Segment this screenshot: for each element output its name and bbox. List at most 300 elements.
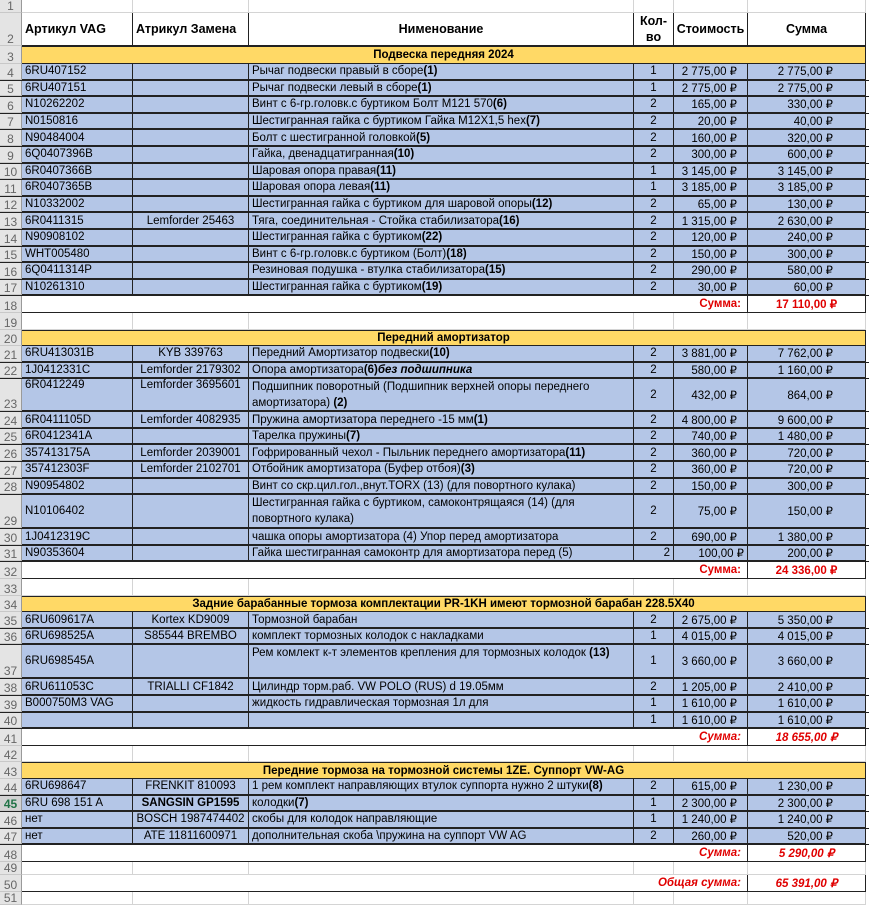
article-replacement-cell[interactable]: Lemforder 25463 (133, 213, 249, 229)
article-vag-cell[interactable]: 6R0407366B (22, 164, 133, 180)
article-vag-cell[interactable]: 6RU 698 151 A (22, 796, 133, 812)
quantity-cell[interactable]: 2 (634, 779, 674, 795)
article-replacement-cell[interactable] (133, 164, 249, 180)
quantity-cell[interactable]: 2 (634, 379, 674, 411)
line-sum-cell[interactable]: 130,00 ₽ (748, 197, 866, 213)
unit-price-cell[interactable]: 2 675,00 ₽ (674, 612, 748, 628)
unit-price-cell[interactable]: 1 205,00 ₽ (674, 679, 748, 695)
quantity-cell[interactable]: 1 (634, 713, 674, 729)
row-header[interactable]: 10 (0, 164, 22, 180)
article-vag-cell[interactable]: 6RU407151 (22, 81, 133, 97)
quantity-cell[interactable]: 2 (634, 280, 674, 296)
unit-price-cell[interactable]: 690,00 ₽ (674, 529, 748, 545)
unit-price-cell[interactable]: 65,00 ₽ (674, 197, 748, 213)
line-sum-cell[interactable]: 320,00 ₽ (748, 130, 866, 146)
line-sum-cell[interactable]: 1 160,00 ₽ (748, 363, 866, 379)
article-replacement-cell[interactable]: KYB 339763 (133, 346, 249, 362)
article-replacement-cell[interactable] (133, 645, 249, 678)
description-cell[interactable] (249, 679, 634, 695)
line-sum-cell[interactable]: 9 600,00 ₽ (748, 412, 866, 428)
article-replacement-cell[interactable] (133, 263, 249, 279)
quantity-cell[interactable]: 1 (634, 812, 674, 828)
article-vag-cell[interactable]: 6R0407365B (22, 180, 133, 196)
cell[interactable] (634, 313, 674, 330)
article-replacement-cell[interactable] (133, 230, 249, 246)
description-cell[interactable] (249, 696, 634, 712)
description-cell[interactable] (249, 64, 634, 80)
row-header[interactable]: 49 (0, 862, 22, 875)
article-replacement-cell[interactable] (133, 97, 249, 113)
cell[interactable] (249, 746, 634, 763)
line-sum-cell[interactable]: 240,00 ₽ (748, 230, 866, 246)
article-vag-cell[interactable]: N90353604 (22, 546, 133, 562)
row-header[interactable]: 51 (0, 892, 22, 905)
row-header[interactable]: 45 (0, 796, 22, 812)
article-vag-cell[interactable]: N10332002 (22, 197, 133, 213)
row-header[interactable]: 9 (0, 147, 22, 163)
row-header[interactable]: 32 (0, 562, 22, 579)
line-sum-cell[interactable]: 1 610,00 ₽ (748, 713, 866, 729)
line-sum-cell[interactable]: 2 775,00 ₽ (748, 81, 866, 97)
cell[interactable] (674, 0, 748, 13)
line-sum-cell[interactable]: 3 145,00 ₽ (748, 164, 866, 180)
article-replacement-cell[interactable] (133, 529, 249, 545)
article-vag-cell[interactable]: 357412303F (22, 462, 133, 478)
row-header[interactable]: 8 (0, 130, 22, 146)
article-replacement-cell[interactable] (133, 147, 249, 163)
quantity-cell[interactable]: 1 (634, 180, 674, 196)
cell[interactable] (674, 892, 748, 905)
unit-price-cell[interactable]: 615,00 ₽ (674, 779, 748, 795)
article-replacement-cell[interactable]: S85544 BREMBO (133, 629, 249, 645)
unit-price-cell[interactable]: 432,00 ₽ (674, 379, 748, 411)
unit-price-cell[interactable]: 1 610,00 ₽ (674, 696, 748, 712)
quantity-cell[interactable]: 2 (634, 247, 674, 263)
row-header[interactable]: 41 (0, 729, 22, 746)
line-sum-cell[interactable]: 330,00 ₽ (748, 97, 866, 113)
description-cell[interactable] (249, 645, 634, 678)
article-replacement-cell[interactable] (133, 479, 249, 495)
line-sum-cell[interactable]: 720,00 ₽ (748, 462, 866, 478)
line-sum-cell[interactable]: 580,00 ₽ (748, 263, 866, 279)
description-cell[interactable] (249, 81, 634, 97)
unit-price-cell[interactable]: 4 015,00 ₽ (674, 629, 748, 645)
cell[interactable] (674, 313, 748, 330)
row-header[interactable]: 20 (0, 330, 22, 347)
cell[interactable] (133, 579, 249, 596)
description-cell[interactable] (249, 197, 634, 213)
row-header[interactable]: 37 (0, 645, 22, 678)
cell[interactable] (133, 313, 249, 330)
line-sum-cell[interactable]: 60,00 ₽ (748, 280, 866, 296)
cell[interactable] (22, 892, 133, 905)
unit-price-cell[interactable]: 20,00 ₽ (674, 114, 748, 130)
unit-price-cell[interactable]: 3 145,00 ₽ (674, 164, 748, 180)
article-vag-cell[interactable]: N0150816 (22, 114, 133, 130)
line-sum-cell[interactable]: 4 015,00 ₽ (748, 629, 866, 645)
article-replacement-cell[interactable]: Kortex KD9009 (133, 612, 249, 628)
line-sum-cell[interactable]: 3 660,00 ₽ (748, 645, 866, 678)
article-vag-cell[interactable]: 6RU611053C (22, 679, 133, 695)
article-vag-cell[interactable]: N90908102 (22, 230, 133, 246)
row-header[interactable]: 31 (0, 546, 22, 562)
article-vag-cell[interactable]: 6RU698545A (22, 645, 133, 678)
quantity-cell[interactable]: 2 (634, 197, 674, 213)
row-header[interactable]: 27 (0, 462, 22, 478)
cell[interactable] (22, 862, 133, 875)
row-header[interactable]: 46 (0, 812, 22, 828)
unit-price-cell[interactable]: 3 185,00 ₽ (674, 180, 748, 196)
row-header[interactable]: 28 (0, 479, 22, 495)
article-replacement-cell[interactable] (133, 130, 249, 146)
article-replacement-cell[interactable] (133, 64, 249, 80)
row-header[interactable]: 34 (0, 596, 22, 613)
cell[interactable] (249, 313, 634, 330)
article-replacement-cell[interactable]: Lemforder 2102701 (133, 462, 249, 478)
column-header-col_f[interactable]: Сумма (748, 13, 866, 46)
quantity-cell[interactable]: 2 (634, 363, 674, 379)
article-vag-cell[interactable]: 6R0412341A (22, 429, 133, 445)
unit-price-cell[interactable]: 2 775,00 ₽ (674, 64, 748, 80)
unit-price-cell[interactable]: 3 881,00 ₽ (674, 346, 748, 362)
article-replacement-cell[interactable]: Lemforder 2179302 (133, 363, 249, 379)
line-sum-cell[interactable]: 720,00 ₽ (748, 445, 866, 461)
column-header-col_a[interactable]: Артикул VAG (22, 13, 133, 46)
article-replacement-cell[interactable] (133, 81, 249, 97)
line-sum-cell[interactable]: 150,00 ₽ (748, 495, 866, 528)
row-header[interactable]: 29 (0, 495, 22, 528)
unit-price-cell[interactable]: 580,00 ₽ (674, 363, 748, 379)
unit-price-cell[interactable]: 4 800,00 ₽ (674, 412, 748, 428)
cell[interactable] (748, 862, 866, 875)
article-replacement-cell[interactable] (133, 280, 249, 296)
description-cell[interactable] (249, 130, 634, 146)
cell[interactable] (748, 313, 866, 330)
cell[interactable] (674, 862, 748, 875)
quantity-cell[interactable]: 1 (634, 796, 674, 812)
unit-price-cell[interactable]: 1 315,00 ₽ (674, 213, 748, 229)
cell[interactable] (748, 0, 866, 13)
article-vag-cell[interactable]: WHT005480 (22, 247, 133, 263)
line-sum-cell[interactable]: 1 380,00 ₽ (748, 529, 866, 545)
line-sum-cell[interactable]: 5 350,00 ₽ (748, 612, 866, 628)
line-sum-cell[interactable]: 600,00 ₽ (748, 147, 866, 163)
article-vag-cell[interactable]: 1J0412331C (22, 363, 133, 379)
description-cell[interactable] (249, 546, 634, 562)
unit-price-cell[interactable]: 1 240,00 ₽ (674, 812, 748, 828)
article-replacement-cell[interactable]: ATE 11811600971 (133, 829, 249, 845)
article-replacement-cell[interactable]: BOSCH 1987474402 (133, 812, 249, 828)
row-header[interactable]: 39 (0, 696, 22, 712)
cell[interactable] (249, 0, 634, 13)
description-cell[interactable] (249, 479, 634, 495)
unit-price-cell[interactable]: 360,00 ₽ (674, 462, 748, 478)
description-cell[interactable] (249, 529, 634, 545)
article-vag-cell[interactable]: N90954802 (22, 479, 133, 495)
cell[interactable] (133, 892, 249, 905)
article-vag-cell[interactable]: 6R0412249 (22, 379, 133, 411)
cell[interactable] (748, 892, 866, 905)
description-cell[interactable] (249, 445, 634, 461)
quantity-cell[interactable]: 2 (634, 97, 674, 113)
article-replacement-cell[interactable] (133, 696, 249, 712)
row-header[interactable]: 18 (0, 296, 22, 313)
row-header[interactable]: 11 (0, 180, 22, 196)
row-header[interactable]: 36 (0, 629, 22, 645)
article-replacement-cell[interactable] (133, 495, 249, 528)
quantity-cell[interactable]: 2 (634, 429, 674, 445)
unit-price-cell[interactable]: 360,00 ₽ (674, 445, 748, 461)
article-vag-cell[interactable] (22, 713, 133, 729)
quantity-cell[interactable]: 2 (634, 679, 674, 695)
column-header-col_b[interactable]: Атрикул Замена (133, 13, 249, 46)
row-header[interactable]: 44 (0, 779, 22, 795)
article-replacement-cell[interactable]: SANGSIN GP1595 (133, 796, 249, 812)
article-replacement-cell[interactable] (133, 713, 249, 729)
unit-price-cell[interactable]: 2 300,00 ₽ (674, 796, 748, 812)
row-header[interactable]: 22 (0, 363, 22, 379)
line-sum-cell[interactable]: 1 610,00 ₽ (748, 696, 866, 712)
article-vag-cell[interactable]: 6RU407152 (22, 64, 133, 80)
cell[interactable] (249, 579, 634, 596)
quantity-cell[interactable]: 2 (634, 529, 674, 545)
cell[interactable] (249, 892, 634, 905)
row-header[interactable]: 42 (0, 746, 22, 763)
article-vag-cell[interactable]: 357413175A (22, 445, 133, 461)
article-replacement-cell[interactable] (133, 114, 249, 130)
row-header[interactable]: 1 (0, 0, 22, 13)
line-sum-cell[interactable]: 2 630,00 ₽ (748, 213, 866, 229)
quantity-cell[interactable]: 2 (634, 546, 674, 562)
quantity-cell[interactable]: 1 (634, 696, 674, 712)
row-header[interactable]: 2 (0, 13, 22, 46)
row-header[interactable]: 30 (0, 529, 22, 545)
quantity-cell[interactable]: 2 (634, 612, 674, 628)
cell[interactable] (22, 0, 133, 13)
description-cell[interactable] (249, 346, 634, 362)
row-header[interactable]: 15 (0, 247, 22, 263)
description-cell[interactable] (249, 629, 634, 645)
description-cell[interactable] (249, 829, 634, 845)
line-sum-cell[interactable]: 300,00 ₽ (748, 479, 866, 495)
unit-price-cell[interactable]: 150,00 ₽ (674, 247, 748, 263)
article-replacement-cell[interactable]: Lemforder 3695601 (133, 379, 249, 411)
line-sum-cell[interactable]: 7 762,00 ₽ (748, 346, 866, 362)
article-vag-cell[interactable]: 6RU698647 (22, 779, 133, 795)
quantity-cell[interactable]: 1 (634, 629, 674, 645)
row-header[interactable]: 48 (0, 845, 22, 862)
quantity-cell[interactable]: 1 (634, 164, 674, 180)
description-cell[interactable] (249, 379, 634, 411)
column-header-col_c[interactable]: Нименование (249, 13, 634, 46)
line-sum-cell[interactable]: 200,00 ₽ (748, 546, 866, 562)
quantity-cell[interactable]: 2 (634, 346, 674, 362)
line-sum-cell[interactable]: 1 240,00 ₽ (748, 812, 866, 828)
row-header[interactable]: 26 (0, 445, 22, 461)
unit-price-cell[interactable]: 300,00 ₽ (674, 147, 748, 163)
column-header-col_e[interactable]: Стоимость (674, 13, 748, 46)
unit-price-cell[interactable]: 160,00 ₽ (674, 130, 748, 146)
row-header[interactable]: 3 (0, 46, 22, 64)
cell[interactable] (748, 579, 866, 596)
row-header[interactable]: 17 (0, 280, 22, 296)
row-header[interactable]: 25 (0, 429, 22, 445)
quantity-cell[interactable]: 2 (634, 495, 674, 528)
row-header[interactable]: 5 (0, 81, 22, 97)
unit-price-cell[interactable]: 740,00 ₽ (674, 429, 748, 445)
article-vag-cell[interactable]: 6RU698525A (22, 629, 133, 645)
line-sum-cell[interactable]: 3 185,00 ₽ (748, 180, 866, 196)
row-header[interactable]: 50 (0, 875, 22, 892)
row-header[interactable]: 47 (0, 829, 22, 845)
row-header[interactable]: 14 (0, 230, 22, 246)
row-header[interactable]: 7 (0, 114, 22, 130)
unit-price-cell[interactable]: 290,00 ₽ (674, 263, 748, 279)
article-replacement-cell[interactable] (133, 429, 249, 445)
article-vag-cell[interactable]: 6Q0411314P (22, 263, 133, 279)
row-header[interactable]: 40 (0, 713, 22, 729)
article-vag-cell[interactable]: N10262202 (22, 97, 133, 113)
cell[interactable] (634, 746, 674, 763)
article-vag-cell[interactable]: N90484004 (22, 130, 133, 146)
description-cell[interactable] (249, 114, 634, 130)
row-header[interactable]: 21 (0, 346, 22, 362)
line-sum-cell[interactable]: 1 230,00 ₽ (748, 779, 866, 795)
cell[interactable] (674, 579, 748, 596)
article-replacement-cell[interactable] (133, 197, 249, 213)
row-header[interactable]: 23 (0, 379, 22, 411)
unit-price-cell[interactable]: 3 660,00 ₽ (674, 645, 748, 678)
quantity-cell[interactable]: 1 (634, 64, 674, 80)
article-replacement-cell[interactable]: TRIALLI CF1842 (133, 679, 249, 695)
article-vag-cell[interactable]: 6Q0407396B (22, 147, 133, 163)
row-header[interactable]: 4 (0, 64, 22, 80)
cell[interactable] (634, 0, 674, 13)
description-cell[interactable] (249, 230, 634, 246)
line-sum-cell[interactable]: 300,00 ₽ (748, 247, 866, 263)
cell[interactable] (634, 862, 674, 875)
cell[interactable] (22, 579, 133, 596)
cell[interactable] (22, 313, 133, 330)
line-sum-cell[interactable]: 2 410,00 ₽ (748, 679, 866, 695)
description-cell[interactable] (249, 363, 634, 379)
description-cell[interactable] (249, 713, 634, 729)
cell[interactable] (674, 746, 748, 763)
article-vag-cell[interactable]: 6R0411315 (22, 213, 133, 229)
unit-price-cell[interactable]: 260,00 ₽ (674, 829, 748, 845)
description-cell[interactable] (249, 263, 634, 279)
article-vag-cell[interactable]: 6RU413031B (22, 346, 133, 362)
row-header[interactable]: 13 (0, 213, 22, 229)
quantity-cell[interactable]: 2 (634, 829, 674, 845)
quantity-cell[interactable]: 2 (634, 479, 674, 495)
description-cell[interactable] (249, 412, 634, 428)
article-vag-cell[interactable]: 1J0412319C (22, 529, 133, 545)
row-header[interactable]: 19 (0, 313, 22, 330)
cell[interactable] (133, 746, 249, 763)
article-replacement-cell[interactable] (133, 180, 249, 196)
article-replacement-cell[interactable]: Lemforder 2039001 (133, 445, 249, 461)
description-cell[interactable] (249, 147, 634, 163)
article-vag-cell[interactable]: B000750M3 VAG (22, 696, 133, 712)
description-cell[interactable] (249, 247, 634, 263)
description-cell[interactable] (249, 280, 634, 296)
description-cell[interactable] (249, 612, 634, 628)
description-cell[interactable] (249, 429, 634, 445)
cell[interactable] (133, 862, 249, 875)
quantity-cell[interactable]: 2 (634, 462, 674, 478)
line-sum-cell[interactable]: 2 775,00 ₽ (748, 64, 866, 80)
row-header[interactable]: 12 (0, 197, 22, 213)
cell[interactable] (22, 746, 133, 763)
row-header[interactable]: 6 (0, 97, 22, 113)
unit-price-cell[interactable]: 120,00 ₽ (674, 230, 748, 246)
line-sum-cell[interactable]: 520,00 ₽ (748, 829, 866, 845)
unit-price-cell[interactable]: 75,00 ₽ (674, 495, 748, 528)
quantity-cell[interactable]: 2 (634, 114, 674, 130)
row-header[interactable]: 35 (0, 612, 22, 628)
row-header[interactable]: 38 (0, 679, 22, 695)
row-header[interactable]: 24 (0, 412, 22, 428)
unit-price-cell[interactable]: 2 775,00 ₽ (674, 81, 748, 97)
quantity-cell[interactable]: 2 (634, 213, 674, 229)
description-cell[interactable] (249, 495, 634, 528)
quantity-cell[interactable]: 2 (634, 263, 674, 279)
article-vag-cell[interactable]: 6RU609617A (22, 612, 133, 628)
cell[interactable] (748, 746, 866, 763)
description-cell[interactable] (249, 213, 634, 229)
description-cell[interactable] (249, 97, 634, 113)
description-cell[interactable] (249, 462, 634, 478)
description-cell[interactable] (249, 812, 634, 828)
article-vag-cell[interactable]: N10106402 (22, 495, 133, 528)
quantity-cell[interactable]: 1 (634, 645, 674, 678)
line-sum-cell[interactable]: 40,00 ₽ (748, 114, 866, 130)
cell[interactable] (249, 862, 634, 875)
quantity-cell[interactable]: 2 (634, 230, 674, 246)
description-cell[interactable] (249, 164, 634, 180)
unit-price-cell[interactable]: 1 610,00 ₽ (674, 713, 748, 729)
article-replacement-cell[interactable] (133, 247, 249, 263)
unit-price-cell[interactable]: 100,00 ₽ (674, 546, 748, 562)
description-cell[interactable] (249, 180, 634, 196)
quantity-cell[interactable]: 2 (634, 130, 674, 146)
article-replacement-cell[interactable]: FRENKIT 810093 (133, 779, 249, 795)
article-vag-cell[interactable]: нет (22, 829, 133, 845)
cell[interactable] (634, 579, 674, 596)
article-replacement-cell[interactable]: Lemforder 4082935 (133, 412, 249, 428)
cell[interactable] (133, 0, 249, 13)
unit-price-cell[interactable]: 150,00 ₽ (674, 479, 748, 495)
quantity-cell[interactable]: 2 (634, 445, 674, 461)
line-sum-cell[interactable]: 2 300,00 ₽ (748, 796, 866, 812)
cell[interactable] (634, 892, 674, 905)
quantity-cell[interactable]: 1 (634, 81, 674, 97)
quantity-cell[interactable]: 2 (634, 412, 674, 428)
description-cell[interactable] (249, 779, 634, 795)
row-header[interactable]: 43 (0, 762, 22, 779)
description-cell[interactable] (249, 796, 634, 812)
row-header[interactable]: 33 (0, 579, 22, 596)
line-sum-cell[interactable]: 1 480,00 ₽ (748, 429, 866, 445)
article-replacement-cell[interactable] (133, 546, 249, 562)
row-header[interactable]: 16 (0, 263, 22, 279)
unit-price-cell[interactable]: 30,00 ₽ (674, 280, 748, 296)
unit-price-cell[interactable]: 165,00 ₽ (674, 97, 748, 113)
article-vag-cell[interactable]: нет (22, 812, 133, 828)
article-vag-cell[interactable]: 6R0411105D (22, 412, 133, 428)
quantity-cell[interactable]: 2 (634, 147, 674, 163)
